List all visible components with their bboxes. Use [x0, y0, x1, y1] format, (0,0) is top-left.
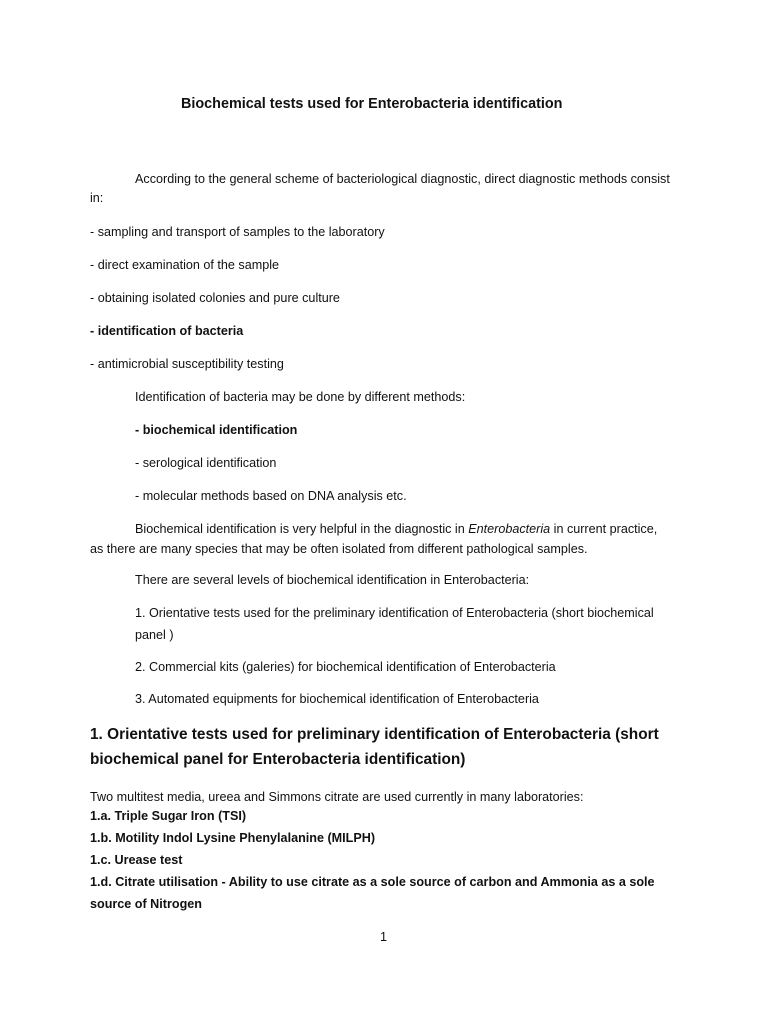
method-item-highlighted: - biochemical identification — [135, 423, 298, 437]
section-heading-line2: biochemical panel for Enterobacteria identification) — [90, 751, 466, 768]
method-item: - serological identification — [135, 456, 277, 470]
step-item: - obtaining isolated colonies and pure culture — [90, 291, 340, 305]
biochem-paragraph-line2: as there are many species that may be often isolated from different pathological samples. — [90, 542, 588, 556]
step-item-highlighted: - identification of bacteria — [90, 324, 244, 338]
biochem-text-before: Biochemical identification is very helpful in the diagnostic in — [135, 522, 469, 536]
page-number: 1 — [380, 930, 388, 944]
intro-paragraph-line1: According to the general scheme of bacteriological diagnostic, direct diagnostic methods consist — [135, 172, 670, 186]
section-heading-line1: 1. Orientative tests used for preliminary identification of Enterobacteria (short — [90, 726, 659, 743]
level-item-3: 3. Automated equipments for biochemical identification of Enterobacteria — [135, 692, 539, 706]
biochem-paragraph-line1 — [135, 521, 657, 537]
methods-intro: Identification of bacteria may be done by different methods: — [135, 390, 466, 404]
step-item: - sampling and transport of samples to the laboratory — [90, 225, 385, 239]
test-item: 1.c. Urease test — [90, 853, 183, 867]
method-item: - molecular methods based on DNA analysis etc. — [135, 489, 407, 503]
document-title: Biochemical tests used for Enterobacteria identification — [181, 96, 563, 112]
enterobacteria-italic: Enterobacteria — [468, 522, 551, 536]
level-item-1-line2: panel ) — [135, 628, 174, 642]
citrate-test-line2: source of Nitrogen — [90, 897, 202, 911]
level-item-1-line1: 1. Orientative tests used for the preliminary identification of Enterobacteria (short biochemical — [135, 606, 654, 620]
test-item: 1.b. Motility Indol Lysine Phenylalanine (MILPH) — [90, 831, 376, 845]
step-item: - antimicrobial susceptibility testing — [90, 357, 284, 371]
step-item: - direct examination of the sample — [90, 258, 279, 272]
media-intro: Two multitest media, ureea and Simmons citrate are used currently in many laboratories: — [90, 790, 584, 804]
intro-paragraph-line2: in: — [90, 191, 104, 205]
citrate-test-line1: 1.d. Citrate utilisation - Ability to use citrate as a sole source of carbon and Ammonia as a sole — [90, 875, 655, 889]
biochem-text-after: in current practice, — [550, 522, 658, 536]
test-item: 1.a. Triple Sugar Iron (TSI) — [90, 809, 247, 823]
levels-intro: There are several levels of biochemical identification in Enterobacteria: — [135, 573, 530, 587]
level-item-2: 2. Commercial kits (galeries) for biochemical identification of Enterobacteria — [135, 660, 556, 674]
